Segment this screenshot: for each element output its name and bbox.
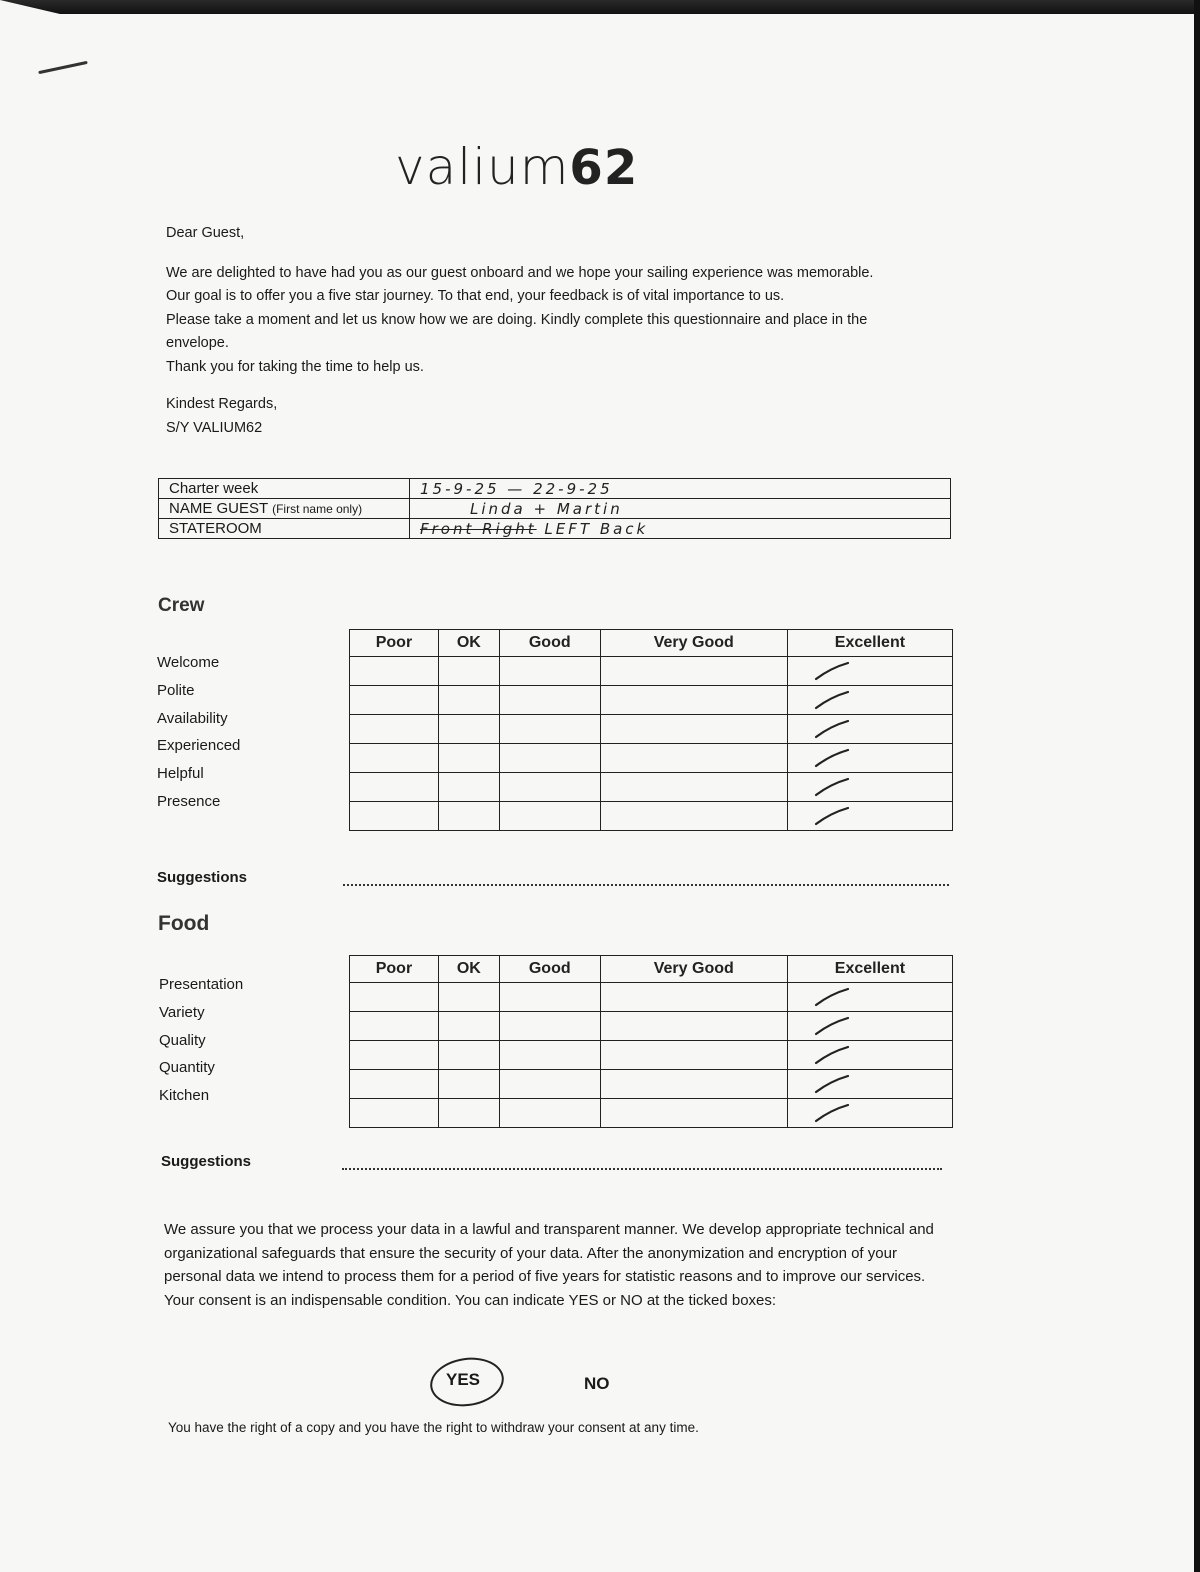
crew-rating-row xyxy=(350,686,953,715)
food-rating-row xyxy=(350,983,953,1012)
rating-column-header: OK xyxy=(438,630,499,657)
rating-cell[interactable] xyxy=(600,686,787,715)
food-item-label: Presentation xyxy=(159,976,244,993)
rating-cell[interactable] xyxy=(499,1012,600,1041)
rating-cell[interactable] xyxy=(499,657,600,686)
brand-logo: valium62 xyxy=(395,138,639,196)
pen-mark xyxy=(38,61,88,74)
rating-cell[interactable] xyxy=(787,802,952,831)
crew-rating-row xyxy=(350,802,953,831)
stateroom-field[interactable] xyxy=(410,519,951,539)
signature: S/Y VALIUM62 xyxy=(166,419,263,436)
letter-paragraph: Please take a moment and let us know how we are doing. Kindly complete this questionnaire and place in the envelope. xyxy=(166,311,868,351)
rating-cell[interactable] xyxy=(600,744,787,773)
food-section-title: Food xyxy=(158,912,210,935)
crew-item-label: Helpful xyxy=(157,765,204,783)
checkmark-icon xyxy=(810,1014,854,1038)
guest-info-table xyxy=(158,478,951,539)
intro-letter xyxy=(166,222,906,440)
food-rating-row xyxy=(350,1041,953,1070)
food-rating-row xyxy=(350,1070,953,1099)
rating-column-header: Very Good xyxy=(600,956,787,983)
crew-item-label: Welcome xyxy=(157,654,220,671)
stateroom-struck-value: Front Right xyxy=(420,519,537,538)
rating-cell[interactable] xyxy=(600,1041,787,1070)
rating-column-header: Very Good xyxy=(600,630,787,657)
rating-cell[interactable] xyxy=(350,657,439,686)
rating-cell[interactable] xyxy=(499,773,600,802)
rating-cell[interactable] xyxy=(438,657,499,686)
checkmark-icon xyxy=(810,1101,854,1125)
rating-cell[interactable] xyxy=(600,657,787,686)
crew-item-label: Experienced xyxy=(157,737,241,755)
rating-cell[interactable] xyxy=(438,1070,499,1099)
crew-rating-table xyxy=(349,629,953,831)
food-item-label: Quality xyxy=(159,1031,206,1049)
food-item-label: Variety xyxy=(159,1003,205,1021)
consent-no-option[interactable]: NO xyxy=(584,1374,610,1393)
photo-right-edge xyxy=(1194,0,1200,1572)
rating-cell[interactable] xyxy=(350,983,439,1012)
food-rating-row xyxy=(350,1099,953,1128)
rating-cell[interactable] xyxy=(600,983,787,1012)
rating-cell[interactable] xyxy=(600,715,787,744)
rating-cell[interactable] xyxy=(600,802,787,831)
consent-footer: You have the right of a copy and you have the right to withdraw your consent at any time. xyxy=(168,1420,699,1435)
closing: Kindest Regards, xyxy=(166,396,278,412)
food-item-labels xyxy=(159,976,243,1115)
rating-cell[interactable] xyxy=(438,686,499,715)
rating-cell[interactable] xyxy=(438,983,499,1012)
rating-cell[interactable] xyxy=(787,1041,952,1070)
data-consent-text: We assure you that we process your data in a lawful and transparent manner. We develop appropriate technical and organizational safeguards that ensure the security of your data. After the anonymization and encryption of your personal data we intend to process them for a period of five years for statistic reasons and to improve our services. Your consent is an indispensable condition. You can indicate YES or NO at the ticked boxes: xyxy=(164,1221,934,1309)
crew-rating-row xyxy=(350,744,953,773)
rating-column-header: Good xyxy=(499,630,600,657)
checkmark-icon xyxy=(810,717,854,741)
rating-cell[interactable] xyxy=(787,1099,952,1128)
rating-cell[interactable] xyxy=(350,1041,439,1070)
rating-cell[interactable] xyxy=(499,983,600,1012)
name-guest-label: NAME GUEST (First name only) xyxy=(159,499,410,519)
checkmark-icon xyxy=(810,1043,854,1067)
rating-cell[interactable] xyxy=(499,715,600,744)
rating-cell[interactable] xyxy=(438,1012,499,1041)
rating-cell[interactable] xyxy=(438,1099,499,1128)
rating-cell[interactable] xyxy=(600,773,787,802)
rating-cell[interactable] xyxy=(787,686,952,715)
crew-item-label: Availability xyxy=(157,709,228,727)
food-rating-row xyxy=(350,1012,953,1041)
food-item-label: Quantity xyxy=(159,1059,215,1077)
checkmark-icon xyxy=(810,659,854,683)
rating-cell[interactable] xyxy=(787,1012,952,1041)
rating-cell[interactable] xyxy=(499,1099,600,1128)
rating-cell[interactable] xyxy=(350,686,439,715)
rating-column-header: Excellent xyxy=(787,630,952,657)
rating-cell[interactable] xyxy=(499,1041,600,1070)
rating-cell[interactable] xyxy=(499,686,600,715)
name-guest-field[interactable]: Linda + Martin xyxy=(410,499,951,519)
letter-paragraph: Thank you for taking the time to help us. xyxy=(166,358,424,375)
rating-cell[interactable] xyxy=(438,715,499,744)
checkmark-icon xyxy=(810,985,854,1009)
letter-paragraph: We are delighted to have had you as our guest onboard and we hope your sailing experience was memorable. xyxy=(166,264,874,281)
photo-top-edge xyxy=(0,0,1200,14)
rating-cell[interactable] xyxy=(787,657,952,686)
crew-suggestions-label: Suggestions xyxy=(157,869,248,886)
crew-suggestions-field[interactable] xyxy=(343,884,949,886)
charter-week-label: Charter week xyxy=(159,479,410,499)
stateroom-label: STATEROOM xyxy=(159,519,410,539)
greeting: Dear Guest, xyxy=(166,225,245,241)
stateroom-value: LEFT Back xyxy=(544,519,649,538)
rating-column-header: Excellent xyxy=(787,956,952,983)
rating-cell[interactable] xyxy=(787,744,952,773)
rating-column-header: Poor xyxy=(350,956,439,983)
rating-cell[interactable] xyxy=(600,1099,787,1128)
rating-cell[interactable] xyxy=(499,802,600,831)
checkmark-icon xyxy=(810,775,854,799)
crew-item-label: Polite xyxy=(157,681,195,699)
crew-rating-row xyxy=(350,657,953,686)
rating-cell[interactable] xyxy=(438,802,499,831)
rating-cell[interactable] xyxy=(600,1012,787,1041)
rating-cell[interactable] xyxy=(499,744,600,773)
food-suggestions-label: Suggestions xyxy=(161,1153,252,1170)
rating-cell[interactable] xyxy=(438,773,499,802)
checkmark-icon xyxy=(810,804,854,828)
food-suggestions-field[interactable] xyxy=(342,1168,942,1170)
rating-cell[interactable] xyxy=(350,773,439,802)
rating-cell[interactable] xyxy=(438,744,499,773)
crew-rating-row xyxy=(350,715,953,744)
rating-cell[interactable] xyxy=(787,983,952,1012)
rating-cell[interactable] xyxy=(600,1070,787,1099)
rating-cell[interactable] xyxy=(350,1070,439,1099)
crew-section-title: Crew xyxy=(158,595,205,616)
food-rating-table xyxy=(349,955,953,1128)
rating-cell[interactable] xyxy=(787,1070,952,1099)
consent-yes-option[interactable]: YES xyxy=(446,1370,481,1389)
rating-cell[interactable] xyxy=(350,802,439,831)
letter-paragraph: Our goal is to offer you a five star journey. To that end, your feedback is of vital importance to us. xyxy=(166,288,785,304)
rating-cell[interactable] xyxy=(350,744,439,773)
rating-cell[interactable] xyxy=(787,773,952,802)
rating-cell[interactable] xyxy=(438,1041,499,1070)
crew-rating-row xyxy=(350,773,953,802)
rating-cell[interactable] xyxy=(350,715,439,744)
rating-cell[interactable] xyxy=(350,1012,439,1041)
rating-column-header: Poor xyxy=(350,630,439,657)
crew-item-label: Presence xyxy=(157,792,221,810)
rating-cell[interactable] xyxy=(499,1070,600,1099)
rating-column-header: OK xyxy=(438,956,499,983)
charter-week-field[interactable]: 15-9-25 — 22-9-25 xyxy=(410,479,951,499)
rating-cell[interactable] xyxy=(787,715,952,744)
rating-cell[interactable] xyxy=(350,1099,439,1128)
checkmark-icon xyxy=(810,746,854,770)
rating-column-header: Good xyxy=(499,956,600,983)
checkmark-icon xyxy=(810,1072,854,1096)
food-item-label: Kitchen xyxy=(159,1087,210,1105)
crew-item-labels xyxy=(157,654,240,821)
checkmark-icon xyxy=(810,688,854,712)
